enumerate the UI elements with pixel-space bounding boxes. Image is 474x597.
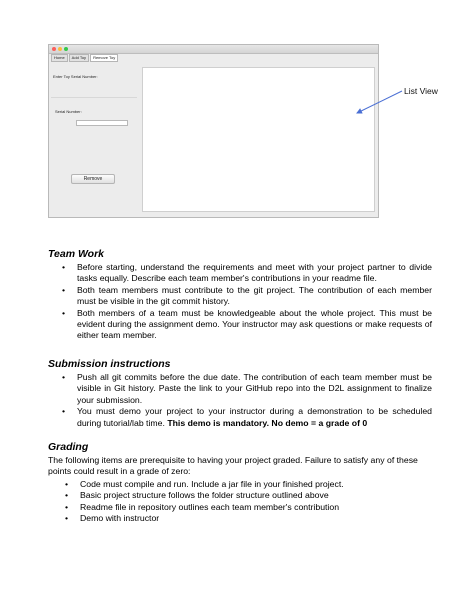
tab-bar [51,54,118,62]
submission-list [48,372,432,429]
serial-number-label: Serial Number: [55,109,82,114]
form-divider [51,97,137,98]
grading-section [48,441,432,524]
tab-remove-toy[interactable]: Remove Toy [90,54,118,62]
maximize-window-icon[interactable] [64,47,68,51]
list-item: • Before starting, understand the requirements and meet with your project partner to divide tasks equally. Describe each team member's contributions in your readme file. [62,262,432,284]
list-view[interactable] [142,67,375,212]
list-item: • Code must compile and run. Include a jar file in your finished project. [65,478,344,489]
remove-button[interactable]: Remove [71,174,115,184]
app-window [48,44,379,218]
list-item: • Both members of a team must be knowledgeable about the whole project. This must be evident during the assignment demo. Your instructor may ask questions or make requests of either team member. [62,307,432,341]
list-view-annotation: List View [404,86,438,96]
grading-heading: Grading [48,441,89,453]
demo-mandatory-note: This demo is mandatory. No demo = a grade of 0 [167,417,368,428]
submission-section [48,358,432,429]
tab-home[interactable]: Home [51,54,68,62]
team-work-section [48,248,432,342]
list-item: • Basic project structure follows the folder structure outlined above [65,490,329,501]
serial-prompt-label: Enter Toy Serial Number: [53,74,98,79]
close-window-icon[interactable] [52,47,56,51]
list-item: • Demo with instructor [65,513,160,524]
grading-intro: The following items are prerequisite to having your project graded. Failure to satisfy any of these points could result in a grade of zero: [48,455,418,477]
team-work-list [48,262,432,342]
minimize-window-icon[interactable] [58,47,62,51]
team-work-heading: Team Work [48,248,105,260]
remove-toy-form [49,63,139,217]
list-item: • You must demo your project to your instructor during a demonstration to be scheduled during tutorial/lab time. This demo is mandatory. No demo = a grade of 0 [62,406,432,428]
tab-add-toy[interactable]: Add Toy [69,54,89,62]
serial-number-input[interactable] [76,120,128,126]
window-titlebar [49,45,378,54]
list-item: • Readme file in repository outlines each team member's contribution [65,501,340,512]
grading-list [48,479,432,525]
list-item: • Both team members must contribute to the git project. The contribution of each member must be visible in the git commit history. [62,284,432,307]
list-item: • Push all git commits before the due date. The contribution of each team member must be visible in Git history. Paste the link to your GitHub repo into the D2L assignment to finalize your submission. [62,372,432,405]
submission-heading: Submission instructions [48,358,171,370]
